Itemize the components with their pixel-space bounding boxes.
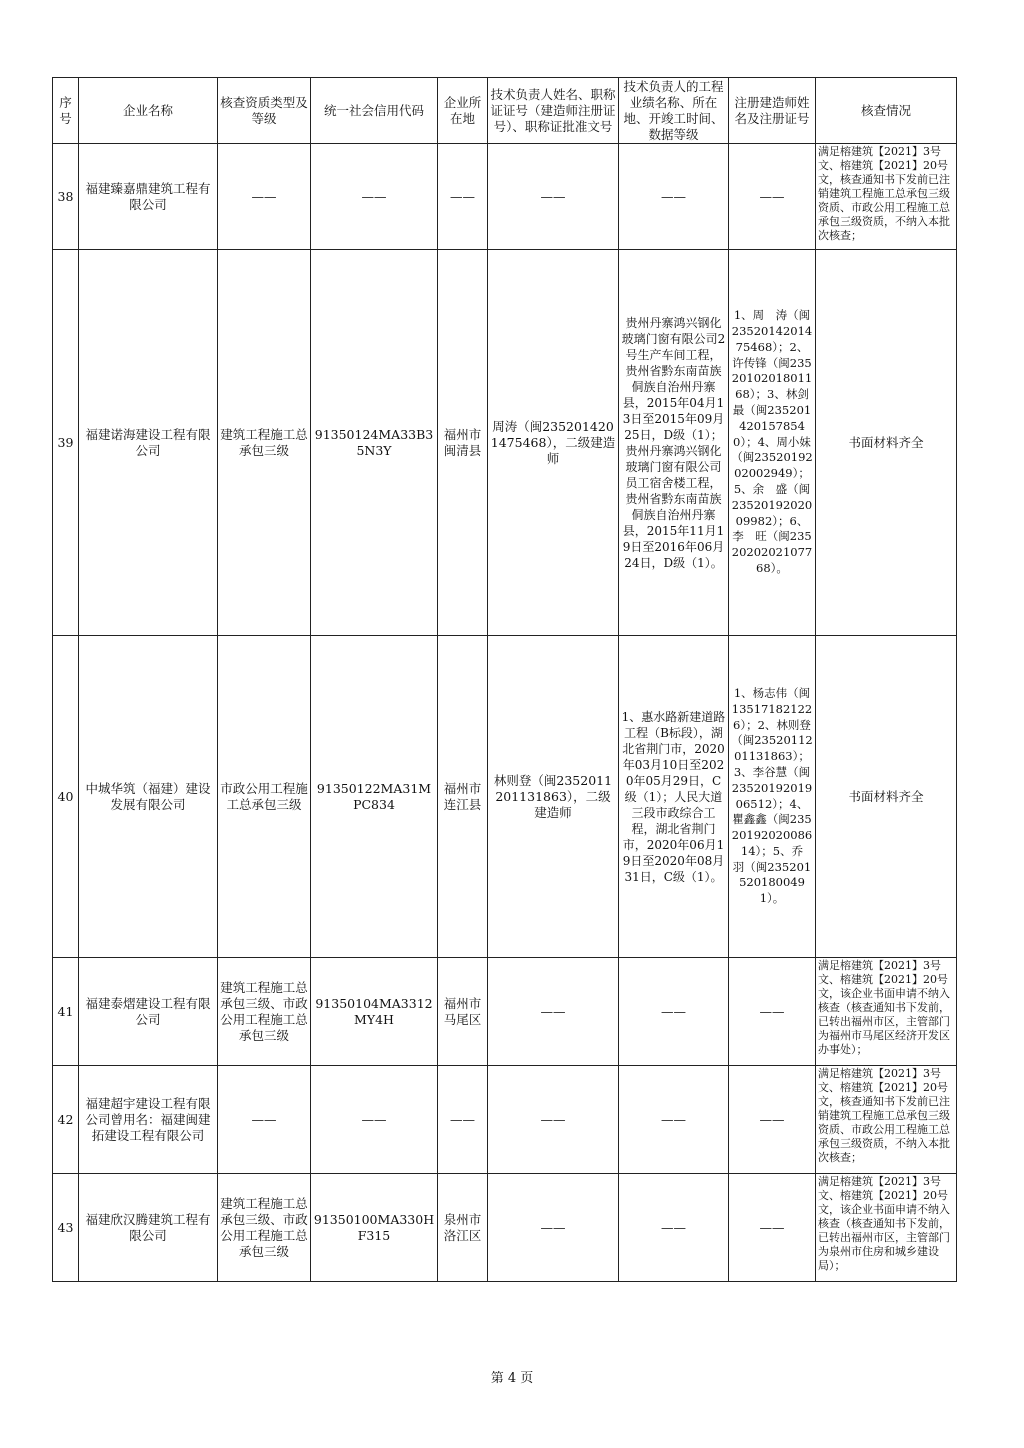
table-row	[53, 1066, 957, 1174]
row-qualification: 市政公用工程施工总承包三级	[218, 636, 311, 958]
header-seq: 序号	[53, 78, 79, 144]
row-performance: 1、惠水路新建道路工程（B标段），湖北省荆门市，2020年03月10日至2020年05月29日，C级（1）；人民大道三段市政综合工程，湖北省荆门市，2020年06月19日至2020年08月31日，C级（1）。	[619, 636, 729, 958]
verification-table	[52, 77, 957, 1282]
row-registered-builders: 1、周 涛（闽2352014201475468）；2、许传锋（闽2352010201801168）；3、林剑最（闽2352014201578540）；4、周小妹（闽2352019202002949）；5、余 盛（闽2352019202009982）；6、李 旺（闽2352020202107768）。	[729, 250, 816, 636]
row-company-name: 福建超宇建设工程有限公司曾用名：福建闽建拓建设工程有限公司	[79, 1066, 218, 1174]
row-credit-code: 91350124MA33B35N3Y	[311, 250, 438, 636]
row-technical-lead: ——	[488, 958, 619, 1066]
row-seq: 38	[53, 144, 79, 250]
row-result: 书面材料齐全	[816, 250, 957, 636]
row-registered-builders: ——	[729, 958, 816, 1066]
row-company-name: 福建臻嘉鼎建筑工程有限公司	[79, 144, 218, 250]
row-result: 满足榕建筑【2021】3号文、榕建筑【2021】20号文，该企业书面申请不纳入核查（核查通知书下发前，已转出福州市区，主管部门为福州市马尾区经济开发区办事处）；	[816, 958, 957, 1066]
row-performance: ——	[619, 1174, 729, 1282]
row-location: 福州市马尾区	[438, 958, 488, 1066]
header-technical-lead: 技术负责人姓名、职称证证号（建造师注册证号）、职称证批准文号	[488, 78, 619, 144]
row-seq: 40	[53, 636, 79, 958]
row-result: 满足榕建筑【2021】3号文、榕建筑【2021】20号文，核查通知书下发前已注销建筑工程施工总承包三级资质、市政公用工程施工总承包三级资质，不纳入本批次核查；	[816, 1066, 957, 1174]
row-location: ——	[438, 1066, 488, 1174]
row-registered-builders: ——	[729, 1066, 816, 1174]
row-registered-builders: ——	[729, 144, 816, 250]
row-company-name: 福建诺海建设工程有限公司	[79, 250, 218, 636]
row-qualification: 建筑工程施工总承包三级	[218, 250, 311, 636]
header-company-name: 企业名称	[79, 78, 218, 144]
row-result: 满足榕建筑【2021】3号文、榕建筑【2021】20号文，该企业书面申请不纳入核查（核查通知书下发前，已转出福州市区，主管部门为泉州市住房和城乡建设局）；	[816, 1174, 957, 1282]
header-result: 核查情况	[816, 78, 957, 144]
row-qualification: ——	[218, 1066, 311, 1174]
row-seq: 39	[53, 250, 79, 636]
row-technical-lead: ——	[488, 1174, 619, 1282]
row-credit-code: 91350122MA31MPC834	[311, 636, 438, 958]
header-credit-code: 统一社会信用代码	[311, 78, 438, 144]
row-seq: 41	[53, 958, 79, 1066]
row-performance: ——	[619, 144, 729, 250]
row-credit-code: ——	[311, 144, 438, 250]
row-performance: ——	[619, 1066, 729, 1174]
header-location: 企业所在地	[438, 78, 488, 144]
row-registered-builders: 1、杨志伟（闽135171821226）；2、林则登（闽2352011201131863）；3、李谷慧（闽2352019201906512）；4、瞿鑫鑫（闽2352019202008614）；5、乔 羽（闽2352015201800491）。	[729, 636, 816, 958]
row-location: 福州市闽清县	[438, 250, 488, 636]
row-qualification: 建筑工程施工总承包三级、市政公用工程施工总承包三级	[218, 958, 311, 1066]
row-qualification: ——	[218, 144, 311, 250]
table-header-row	[53, 78, 957, 144]
table-row	[53, 144, 957, 250]
row-result: 书面材料齐全	[816, 636, 957, 958]
row-company-name: 中城华筑（福建）建设发展有限公司	[79, 636, 218, 958]
row-company-name: 福建欣汉腾建筑工程有限公司	[79, 1174, 218, 1282]
row-technical-lead: ——	[488, 1066, 619, 1174]
row-seq: 43	[53, 1174, 79, 1282]
row-technical-lead: ——	[488, 144, 619, 250]
row-location: 泉州市洛江区	[438, 1174, 488, 1282]
row-result: 满足榕建筑【2021】3号文、榕建筑【2021】20号文，核查通知书下发前已注销建筑工程施工总承包三级资质、市政公用工程施工总承包三级资质，不纳入本批次核查；	[816, 144, 957, 250]
row-company-name: 福建泰熠建设工程有限公司	[79, 958, 218, 1066]
table-row	[53, 250, 957, 636]
row-location: 福州市连江县	[438, 636, 488, 958]
row-location: ——	[438, 144, 488, 250]
table-row	[53, 958, 957, 1066]
page-number: 第 4 页	[490, 1371, 534, 1386]
row-technical-lead: 周涛（闽2352014201475468），二级建造师	[488, 250, 619, 636]
header-performance: 技术负责人的工程业绩名称、所在地、开竣工时间、数据等级	[619, 78, 729, 144]
row-registered-builders: ——	[729, 1174, 816, 1282]
row-qualification: 建筑工程施工总承包三级、市政公用工程施工总承包三级	[218, 1174, 311, 1282]
header-registered-builders: 注册建造师姓名及注册证号	[729, 78, 816, 144]
table-row	[53, 636, 957, 958]
row-credit-code: 91350104MA3312MY4H	[311, 958, 438, 1066]
row-seq: 42	[53, 1066, 79, 1174]
row-credit-code: ——	[311, 1066, 438, 1174]
row-technical-lead: 林则登（闽2352011201131863），二级建造师	[488, 636, 619, 958]
header-qualification: 核查资质类型及等级	[218, 78, 311, 144]
row-performance: ——	[619, 958, 729, 1066]
row-performance: 贵州丹寨鸿兴钢化玻璃门窗有限公司2号生产车间工程，贵州省黔东南苗族侗族自治州丹寨县，2015年04月13日至2015年09月25日，D级（1）；贵州丹寨鸿兴钢化玻璃门窗有限公司员工宿舍楼工程，贵州省黔东南苗族侗族自治州丹寨县，2015年11月19日至2016年06月24日，D级（1）。	[619, 250, 729, 636]
row-credit-code: 91350100MA330HF315	[311, 1174, 438, 1282]
table-row	[53, 1174, 957, 1282]
